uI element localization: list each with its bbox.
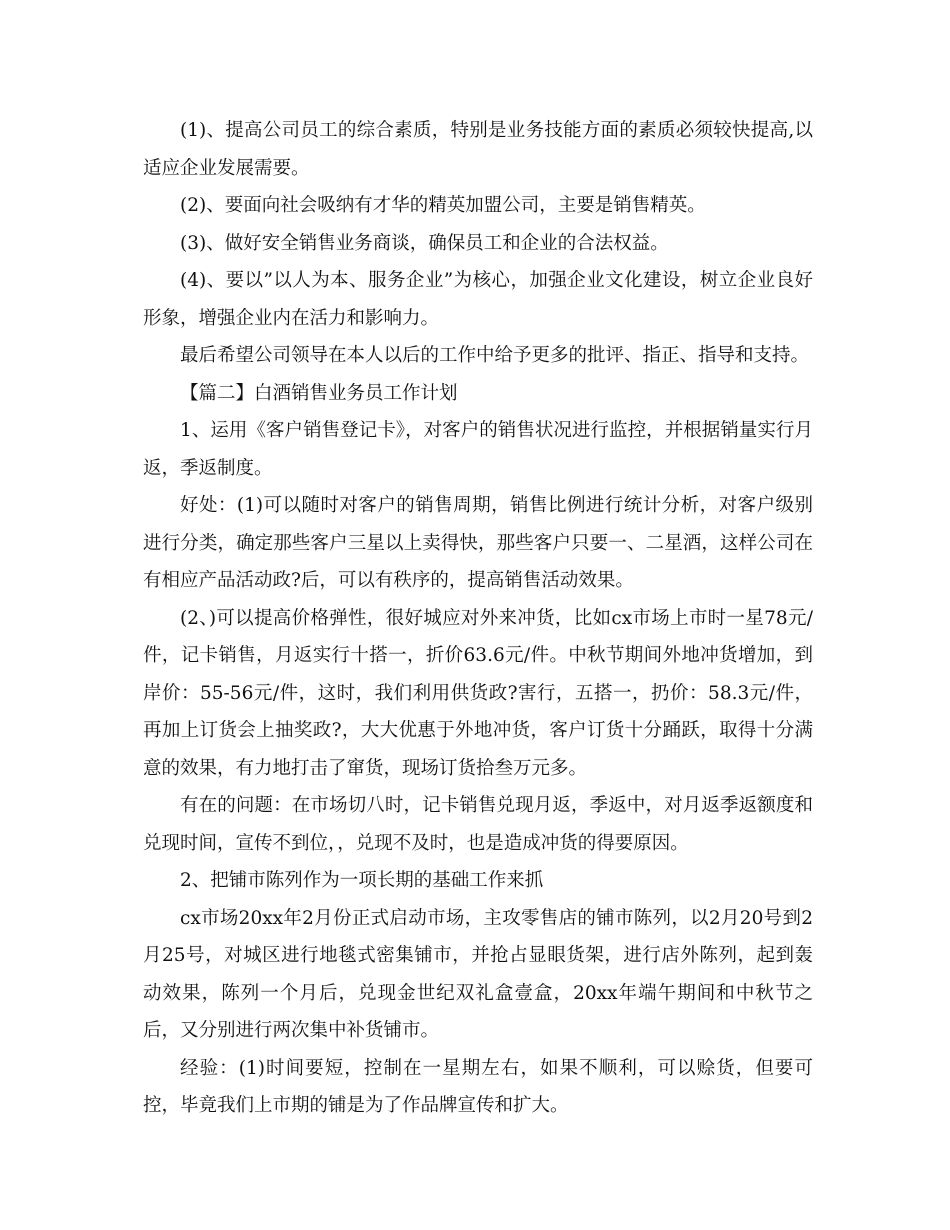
- document-body: [143, 112, 813, 1125]
- paragraph-3: (3)、做好安全销售业务商谈，确保员工和企业的合法权益。: [180, 232, 669, 254]
- paragraph-5: 最后希望公司领导在本人以后的工作中给予更多的批评、指正、指导和支持。: [180, 345, 810, 366]
- paragraph-12: cx市场20xx年2月份正式启动市场，主攻零售店的铺市陈列，以2月20号到2月25号，对城区进行地毯式密集铺市，并抢占显眼货架，进行店外陈列，起到轰动效果，陈列一个月后，兑现金世纪双礼盒壹盒，20xx年端午期间和中秋节之后，又分别进行两次集中补货铺市。: [143, 907, 813, 1041]
- paragraph-4: (4)、要以”以人为本、服务企业”为核心，加强企业文化建设，树立企业良好形象，增强企业内在活力和影响力。: [143, 270, 813, 329]
- paragraph-9: (2、)可以提高价格弹性，很好城应对外来冲货，比如cx市场上市时一星78元/件，记卡销售，月返实行十搭一，折价63.6元/件。中秋节期间外地冲货增加，到岸价：55-56元/件，这时，我们利用供货政?害行，五搭一，扔价：58.3元/件，再加上订货会上抽奖政?，大大优惠于外地冲货，客户订货十分踊跃，取得十分满意的效果，有力地打击了窜货，现场订货拾叁万元多。: [143, 607, 813, 779]
- paragraph-11: 2、把铺市陈列作为一项长期的基础工作来抓: [180, 870, 544, 891]
- section-heading: 【篇二】白酒销售业务员工作计划: [180, 382, 458, 404]
- paragraph-1: (1)、提高公司员工的综合素质，特别是业务技能方面的素质必须较快提高,以适应企业发展需要。: [143, 120, 813, 179]
- paragraph-13: 经验：(1)时间要短，控制在一星期左右，如果不顺利，可以赊货，但要可控，毕竟我们上市期的铺是为了作品牌宣传和扩大。: [143, 1057, 813, 1116]
- paragraph-2: (2)、要面向社会吸纳有才华的精英加盟公司，主要是销售精英。: [180, 195, 706, 216]
- paragraph-7: 1、运用《客户销售登记卡》，对客户的销售状况进行监控，并根据销量实行月返，季返制度。: [143, 420, 813, 479]
- paragraph-8: 好处：(1)可以随时对客户的销售周期，销售比例进行统计分析，对客户级别进行分类，确定那些客户三星以上卖得快，那些客户只要一、二星酒，这样公司在有相应产品活动政?后，可以有秩序的，提高销售活动效果。: [143, 495, 813, 591]
- paragraph-10: 有在的问题：在市场切八时，记卡销售兑现月返，季返中，对月返季返额度和兑现时间，宣传不到位，，兑现不及时，也是造成冲货的得要原因。: [143, 795, 813, 854]
